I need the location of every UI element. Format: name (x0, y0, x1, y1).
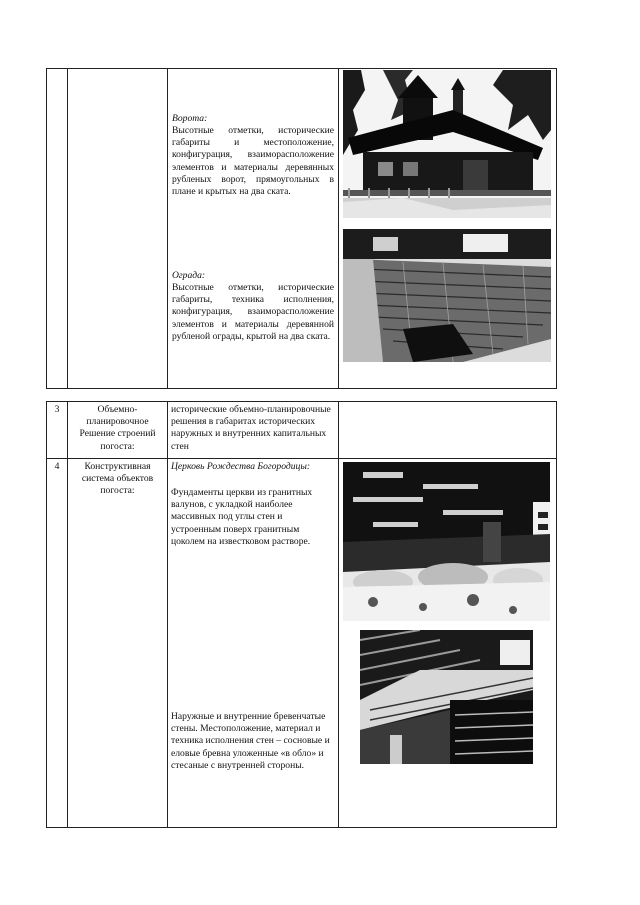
row-4-name: Конструктивная система объектов погоста: (81, 461, 154, 497)
table-1-bottom-border (46, 388, 557, 389)
row-3-name: Объемно-планировочное Решение строений погоста: (79, 404, 156, 452)
row-4-walls-text: Наружные и внутренние бревенчатые стены. Местоположение, материал и техника исполнения стен – сосновые и еловые бревна уложенные «в обло» и стесаные с внутренней стороны. (171, 711, 330, 771)
row-4-number: 4 (54, 461, 60, 472)
table-2-top-border (46, 401, 557, 402)
vorota-title: Ворота: (172, 113, 208, 124)
vorota-description: Высотные отметки, исторические габариты и местоположение, конфигурация, взаиморасположение элементов и материалы деревянных рубленых ворот, прямоугольных в плане и крытых на два ската. (172, 125, 334, 198)
ograda-description: Высотные отметки, исторические габариты, техника исполнения, конфигурация, взаиморасположение элементов и материалы деревянной рубленой ограды, крытой на два ската. (172, 282, 334, 342)
table-2-row-divider (46, 458, 557, 459)
table-2-right-border (556, 401, 557, 828)
table-1-col-divider-2 (167, 68, 168, 389)
row-4-foundations-text: Фундаменты церкви из гранитных валунов, с укладкой наиболее массивных под углы стен и устроенным поверх гранитным цоколем на известковом растворе. (171, 487, 313, 547)
table-1-col-divider-1 (67, 68, 68, 389)
row-3-number: 3 (54, 404, 60, 415)
table-1-left-border (46, 68, 47, 389)
photo-roofed-fence (343, 229, 551, 362)
photo-stone-foundation (343, 462, 550, 621)
photo-church-gate (343, 70, 551, 218)
table-1-col-divider-3 (338, 68, 339, 389)
table-1-top-border (46, 68, 557, 69)
table-2-bottom-border (46, 827, 557, 828)
table-2-col-divider-3 (338, 401, 339, 828)
photo-log-walls (360, 630, 533, 764)
row-4-church-title: Церковь Рождества Богородицы: (171, 461, 311, 472)
table-2-col-divider-1 (67, 401, 68, 828)
row-3-description: исторические объемно-планировочные решения в габаритах исторических наружных и внутренних капитальных стен (171, 404, 331, 452)
table-1-right-border (556, 68, 557, 389)
ograda-title: Ограда: (172, 270, 206, 281)
table-2-col-divider-2 (167, 401, 168, 828)
